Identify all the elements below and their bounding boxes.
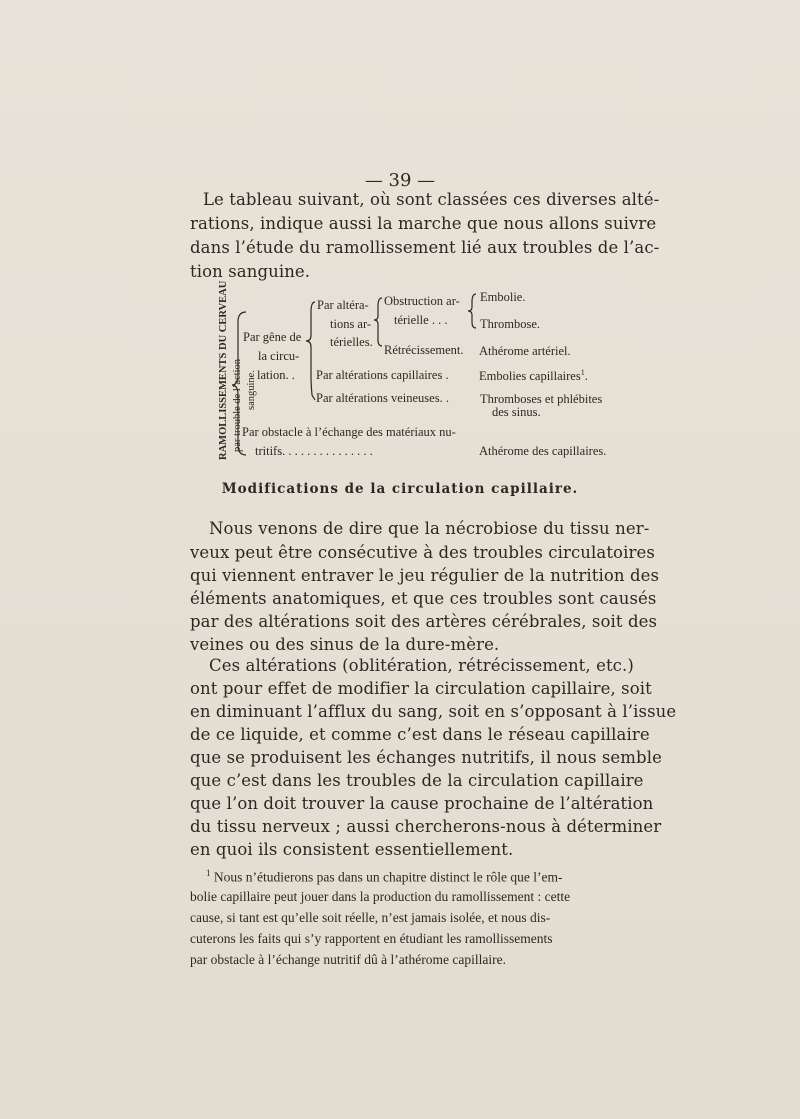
footnote-line-1: $^1$ Nous n’étudierons pas dans un chapitre distinct le rôle que l’em- <box>206 868 563 885</box>
table-embolie: Embolie. <box>480 290 526 304</box>
table-embolies-footnote-ref: 1 <box>580 368 585 377</box>
table-gene-1: Par gêne de <box>243 330 302 344</box>
section-heading: Modifications de la circulation capillaire. <box>221 481 579 497</box>
para1-line-2: veux peut être consécutive à des troubles circulatoires <box>190 543 655 562</box>
table-gene-2: la circu- <box>258 349 300 363</box>
intro-line-1: Le tableau suivant, où sont classées ces diverses alté- <box>203 190 660 209</box>
para1-line-5: par des altérations soit des artères cérébrales, soit des <box>190 612 658 631</box>
table-alt-art-3: térielles. <box>330 335 373 349</box>
para2-line-1: Ces altérations (oblitération, rétrécissement, etc.) <box>209 656 634 675</box>
table-alt-art-2: tions ar- <box>330 317 372 331</box>
footnote-marker: 1 <box>206 868 211 878</box>
para2-line-7: que l’on doit trouver la cause prochaine de l’altération <box>190 794 654 813</box>
intro-line-3: dans l’étude du ramollissement lié aux troubles de l’ac- <box>190 238 660 257</box>
table-atherome-capillaires: Athérome des capillaires. <box>479 444 607 458</box>
para2-line-6: que c’est dans les troubles de la circulation capillaire <box>190 771 644 790</box>
para2-line-8: du tissu nerveux ; aussi chercherons-nous à déterminer <box>190 817 662 836</box>
footnote-line-3: cause, si tant est qu’elle soit réelle, n’est jamais isolée, et nous dis- <box>190 910 551 925</box>
para1-line-3: qui viennent entraver le jeu régulier de la nutrition des <box>190 566 660 585</box>
page-number: — 39 — <box>364 170 436 191</box>
table-gene-3: lation. . <box>257 368 295 382</box>
footnote-line-4: cuterons les faits qui s’y rapportent en étudiant les ramollissements <box>190 931 553 946</box>
table-obstruction-1: Obstruction ar- <box>384 294 460 308</box>
table-thromboses-2: des sinus. <box>492 405 541 419</box>
table-vertical-title-2: par trouble de l’action <box>232 358 243 452</box>
table-vertical-title-3: sanguine. <box>246 370 257 410</box>
para2-line-9: en quoi ils consistent essentiellement. <box>190 840 514 859</box>
para2-line-4: de ce liquide, et comme c’est dans le réseau capillaire <box>190 725 650 744</box>
table-atherome-arteriel: Athérome artériel. <box>479 344 571 358</box>
intro-line-4: tion sanguine. <box>190 262 311 281</box>
footnote-line-2: bolie capillaire peut jouer dans la production du ramollissement : cette <box>190 889 571 904</box>
table-alt-art-1: Par altéra- <box>317 298 369 312</box>
intro-line-2: rations, indique aussi la marche que nous allons suivre <box>190 214 657 233</box>
table-embolies-capillaires: Embolies capillaires$^1$. <box>479 368 588 384</box>
para2-line-5: que se produisent les échanges nutritifs, il nous semble <box>190 748 662 767</box>
para1-line-6: veines ou des sinus de la dure-mère. <box>190 635 500 654</box>
table-thrombose: Thrombose. <box>480 317 541 331</box>
para1-line-1: Nous venons de dire que la nécrobiose du tissu ner- <box>209 519 650 538</box>
table-vertical-title-1: RAMOLLISSEMENTS DU CERVEAU <box>218 280 229 460</box>
table-obstruction-2: térielle . . . <box>394 313 448 327</box>
para2-line-2: ont pour effet de modifier la circulation capillaire, soit <box>190 679 652 698</box>
table-obstacle-1: Par obstacle à l’échange des matériaux nu- <box>242 425 456 439</box>
table-alt-capillaires: Par altérations capillaires . <box>316 368 449 382</box>
table-retrecissement: Rétrécissement. <box>384 343 464 357</box>
table-thromboses-1: Thromboses et phlébites <box>480 392 603 406</box>
table-obstacle-2: tritifs. . . . . . . . . . . . . . . <box>255 444 373 458</box>
para1-line-4: éléments anatomiques, et que ces troubles sont causés <box>190 589 657 608</box>
footnote-line-5: par obstacle à l’échange nutritif dû à l’athérome capillaire. <box>190 952 506 967</box>
table-alt-veineuses: Par altérations veineuses. . <box>316 391 449 405</box>
para2-line-3: en diminuant l’afflux du sang, soit en s’opposant à l’issue <box>190 702 677 721</box>
